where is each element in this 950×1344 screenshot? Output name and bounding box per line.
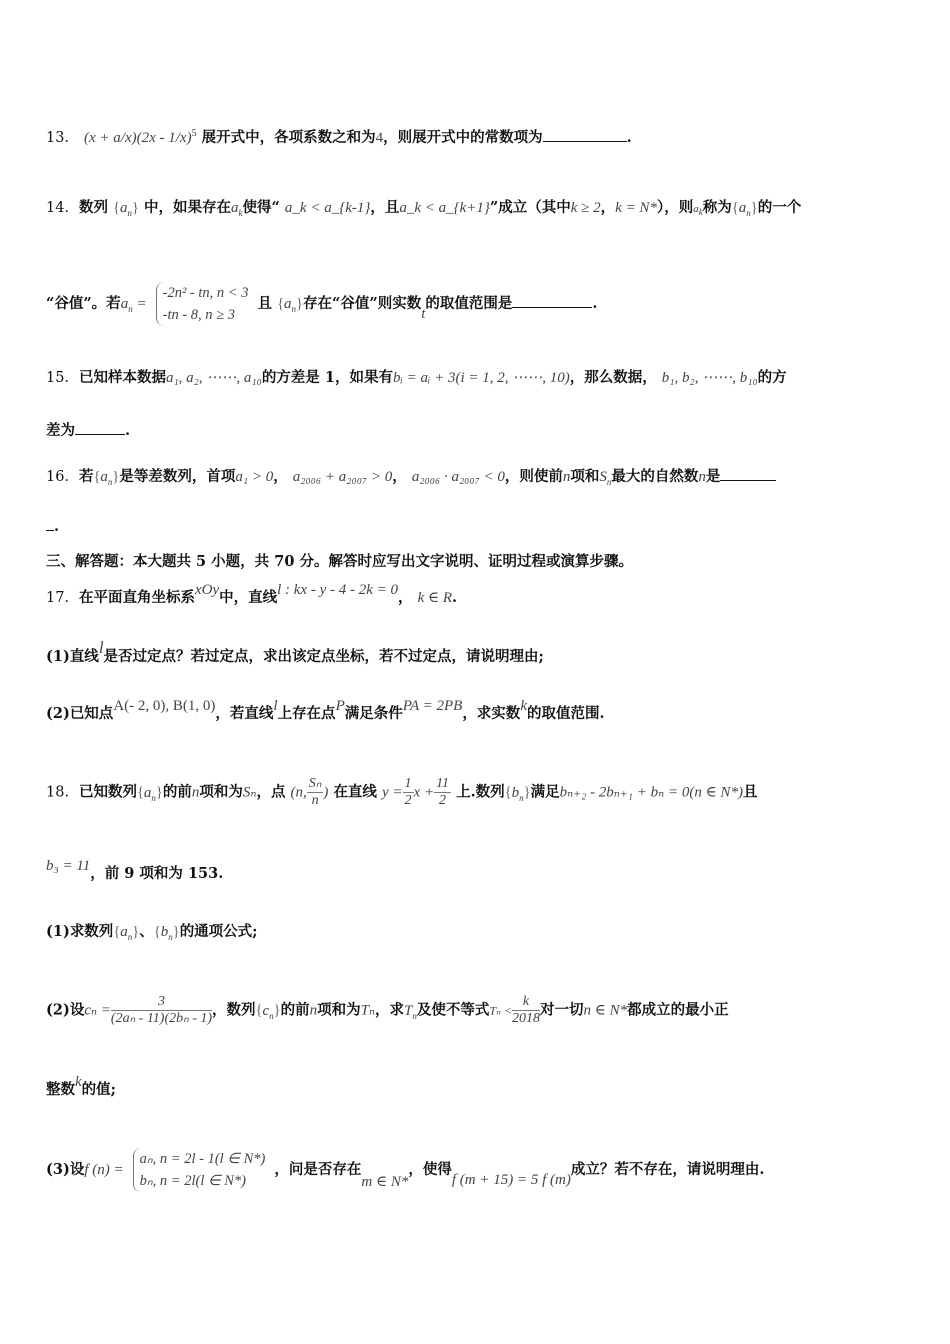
text: 已知点	[69, 705, 114, 722]
fraction: $\frac{1}{2}$	[404, 776, 412, 808]
math: n ∈ N*	[583, 1002, 628, 1019]
part-label: (2)	[46, 705, 70, 722]
text: ”成立（其中	[489, 199, 571, 216]
question-14-line-1: 14．数列 $\{a_n\}$ 中，如果存在$a_k$使得“ a_k < a_{k-1}，且a_k < a_{k+1}”成立（其中k ≥ 2，k = N*），则$a_k$称为$\{a_n\}$的一个	[46, 199, 802, 218]
piecewise: aₙ, n = 2l - 1(l ∈ N*) bₙ, n = 2l(l ∈ N*)	[133, 1148, 266, 1192]
text: 已知样本数据	[78, 369, 166, 386]
math: f (m + 15) = 5 f (m)	[451, 1172, 571, 1188]
text: 的方	[757, 369, 787, 386]
question-18-line-1: 18．已知数列$\{a_n\}$的前n项和为Sₙ，点 (n, $\frac{\text{Sₙ}}{n}$ ) 在直线 y = $\frac{1}{2}$ x + $\frac{11}{2}$ 上.数列$\{b_n\}$满足bₙ₊₂ - 2bₙ₊₁ + bₙ = 0(n ∈ N*)且	[46, 776, 758, 808]
text: ，则使前	[504, 468, 563, 485]
text: ，数列	[212, 1001, 256, 1019]
text: 、	[139, 923, 154, 940]
math: (n,	[290, 784, 307, 801]
math: a₁, a₂, ⋯⋯, a₁₀	[165, 370, 262, 386]
text: 存在“谷值”则实数	[303, 295, 422, 312]
text: 的前	[280, 1001, 310, 1019]
math: n	[191, 784, 200, 801]
math: a₂₀₀₆ + a₂₀₀₇ > 0	[292, 469, 393, 485]
text: 的一个	[757, 199, 802, 216]
question-number: 14．	[46, 200, 79, 216]
text: 数列	[78, 199, 108, 216]
text: 是	[705, 468, 721, 485]
text: 中，如果存在	[144, 199, 232, 216]
text: ，点	[256, 783, 286, 801]
math: k ∈ R	[417, 590, 453, 606]
text: 设	[69, 1161, 85, 1178]
math: k ≥ 2	[570, 200, 601, 216]
question-number: 16．	[46, 469, 79, 485]
part-label: (1)	[46, 923, 70, 940]
period: .	[54, 518, 60, 535]
text: ，那么数据，	[569, 369, 657, 386]
math: x +	[413, 784, 435, 801]
question-13	[46, 124, 632, 148]
text: 是等差数列，首项	[119, 468, 236, 485]
text: 直线	[69, 648, 99, 665]
question-number: 17．	[46, 590, 79, 606]
text: 整数	[46, 1081, 75, 1098]
text: 在平面直角坐标系	[78, 589, 195, 606]
text: 设	[69, 1001, 85, 1019]
answer-blank	[720, 466, 776, 481]
fraction: $\frac{k}{2018}$	[512, 994, 541, 1026]
question-17-part-2: (2)已知点A(- 2, 0), B(1, 0)，若直线l上存在点P满足条件PA = 2PB，求实数k的取值范围.	[46, 698, 605, 722]
text: 对一切	[540, 1001, 584, 1019]
text: “谷值”。若	[46, 295, 121, 312]
text: 且	[257, 295, 273, 312]
text: 都成立的最小正	[627, 1001, 729, 1019]
question-number: 15．	[46, 370, 79, 386]
math: a_k < a_{k-1}	[284, 200, 371, 216]
text: 及使不等式	[416, 1001, 490, 1019]
text: 项和	[570, 468, 600, 485]
question-18-part-2: (2)设cₙ = $\frac{3}{\text{(2aₙ - 11)(2bₙ - 1)}}$ ，数列$\{c_n\}$的前n项和为Tₙ，求$T_n$及使不等式Tₙ < $\frac{k}{2018}$ 对一切n ∈ N*都成立的最小正	[46, 994, 729, 1026]
piecewise	[156, 282, 249, 326]
fraction: $\frac{3}{\text{(2aₙ - 11)(2bₙ - 1)}}$	[110, 994, 213, 1026]
math: k	[520, 698, 527, 714]
text: ，使得	[408, 1161, 452, 1178]
math: k = N*	[615, 200, 657, 216]
text: ，求	[375, 1001, 405, 1019]
part-label: (1)	[46, 648, 70, 665]
question-18-line-2	[46, 858, 224, 884]
case: -2n² - tn, n < 3	[162, 285, 249, 301]
text: ，则展开式中的常数项为	[383, 128, 543, 146]
section-heading: 三、解答题：本大题共 5 小题，共 70 分。解答时应写出文字说明、证明过程或演算步骤。	[46, 553, 633, 570]
question-number: 18．	[46, 784, 79, 801]
text: 项和为	[317, 1001, 361, 1019]
period: .	[626, 128, 632, 146]
answer-blank	[46, 516, 54, 531]
question-14-line-2: “谷值”。若$a_n = -2n^2$ - tn, n < 3 -tn - 8, n ≥ 3 且 $\{a_n\}$存在“谷值”则实数t的取值范围是 .	[46, 282, 597, 326]
text: 差为	[46, 422, 75, 439]
exponent: 5	[191, 128, 197, 139]
question-16-line-1: 16．若$\{a_n\}$是等差数列，首项a₁ > 0， a₂₀₀₆ + a₂₀₀₇ > 0， a₂₀₀₆ · a₂₀₀₇ < 0，则使前n项和$S_n$最大的自然数n是	[46, 466, 776, 492]
math: xOy	[194, 582, 220, 598]
text: ），则	[656, 199, 694, 216]
text: 已知数列	[78, 783, 137, 801]
text: 展开式中，各项系数之和为	[201, 128, 376, 146]
math: Sₙ	[242, 784, 257, 801]
text: 的取值范围是	[425, 295, 513, 312]
question-18-part-1: (1)求数列$\{a_n\}$、$\{b_n\}$的通项公式;	[46, 923, 258, 942]
text: 项和为	[199, 783, 243, 801]
math: a₂₀₀₆ · a₂₀₀₇ < 0	[411, 469, 505, 485]
question-18-part-3	[46, 1148, 764, 1192]
text: 上存在点	[277, 705, 336, 722]
text: ，且	[370, 199, 400, 216]
question-17: 17．在平面直角坐标系xOy中，直线l : kx - y - 4 - 2k = 0， k ∈ R.	[46, 582, 458, 606]
math: l	[98, 638, 104, 657]
math: P	[335, 698, 345, 714]
text: ，前 9 项和为 153.	[90, 865, 224, 882]
text: 且	[742, 783, 758, 801]
text: 成立？若不存在，请说明理由.	[570, 1161, 765, 1178]
text: ，问是否存在	[274, 1161, 362, 1178]
math: a	[231, 200, 239, 216]
text: 的通项公式;	[179, 923, 258, 940]
text: 的取值范围.	[526, 705, 605, 722]
math: bᵢ = aᵢ + 3(i = 1, 2, ⋯⋯, 10)	[392, 370, 570, 386]
answer-blank	[543, 127, 627, 142]
text: 是否过定点？若过定点，求出该定点坐标，若不过定点，请说明理由;	[103, 648, 544, 665]
question-15-line-2	[46, 420, 130, 441]
math: bₙ₊₂ - 2bₙ₊₁ + bₙ = 0(n ∈ N*)	[559, 784, 743, 801]
math: t	[421, 306, 426, 322]
math: a₁ > 0	[235, 469, 274, 485]
part-label: (3)	[46, 1161, 70, 1178]
question-17-part-1	[46, 638, 544, 667]
text: 最大的自然数	[611, 468, 699, 485]
math: l : kx - y - 4 - 2k = 0	[277, 582, 399, 598]
text: ，求实数	[462, 705, 521, 722]
period: .	[592, 295, 598, 312]
answer-blank	[512, 293, 592, 308]
question-18-part-2-cont: 整数k的值;	[46, 1074, 117, 1098]
period: .	[452, 589, 458, 606]
text: 满足	[530, 783, 560, 801]
answer-blank	[75, 420, 125, 435]
math: PA = 2PB	[402, 698, 463, 714]
text: 称为	[702, 199, 732, 216]
period: .	[125, 422, 131, 439]
text: 上.数列	[456, 783, 505, 801]
math: m ∈ N*	[361, 1174, 409, 1190]
math: a_k < a_{k+1}	[399, 200, 490, 216]
fraction: $\frac{11}{2}$	[436, 776, 450, 808]
math: A(- 2, 0), B(1, 0)	[113, 698, 216, 714]
part-label: (2)	[46, 1001, 70, 1019]
question-15-line-1	[46, 368, 787, 388]
math-expression: (x + a/x)(2x - 1/x)	[84, 129, 192, 146]
fraction: $\frac{\text{Sₙ}}{n}$	[308, 776, 322, 808]
value: 4	[375, 129, 384, 146]
text: 使得“	[242, 199, 280, 216]
text: 中，直线	[219, 589, 278, 606]
math: Tₙ <	[489, 1003, 513, 1018]
text: 的值;	[81, 1081, 117, 1098]
math: f (n) =	[84, 1162, 124, 1178]
math: cₙ =	[84, 1002, 111, 1019]
question-number: 13．	[46, 129, 79, 146]
brace-open: {	[113, 200, 120, 216]
case: -tn - 8, n ≥ 3	[162, 307, 236, 323]
question-16-line-2	[46, 516, 59, 537]
math: Tₙ	[360, 1002, 376, 1019]
math: b₁, b₂, ⋯⋯, b₁₀	[661, 370, 758, 386]
seq-var: a	[119, 200, 128, 216]
math: y =	[382, 784, 403, 801]
text: ，若直线	[215, 705, 274, 722]
text: 在直线	[333, 783, 377, 801]
math: )	[323, 784, 329, 801]
text: 的方差是 1，如果有	[261, 369, 393, 386]
text: 求数列	[69, 923, 114, 940]
text: 满足条件	[344, 705, 403, 722]
text: 的前	[162, 783, 192, 801]
math: b₃ = 11	[46, 858, 91, 874]
text: 若	[78, 468, 94, 485]
